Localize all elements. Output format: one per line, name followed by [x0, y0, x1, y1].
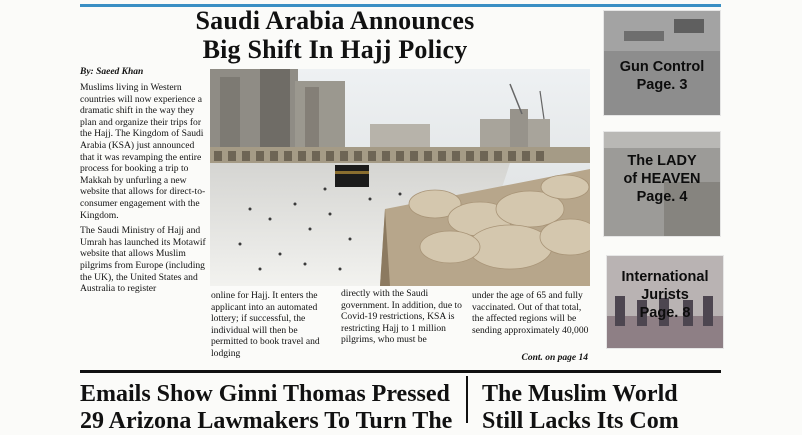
teaser-title: International	[621, 269, 709, 285]
headline-line-1: Saudi Arabia Announces	[195, 6, 475, 35]
teaser-label	[607, 256, 723, 322]
headline-line-2: Big Shift In Hajj Policy	[202, 35, 468, 64]
article-column-1	[80, 82, 207, 299]
teaser-title-2: Jurists	[641, 287, 689, 303]
main-headline[interactable]	[80, 6, 590, 64]
teaser-page: Page. 4	[636, 189, 688, 205]
article-column-3: directly with the Saudi government. In addition, due to Covid-19 restrictions, KSA is restricting Hajj to 1 million pilgrims, who must be	[341, 288, 462, 346]
article-column-4: under the age of 65 and fully vaccinated. Out of that total, the affected regions will be sending approximately 40,000	[472, 290, 589, 336]
muslim-world-headline[interactable]	[482, 381, 722, 435]
teaser-label	[604, 132, 720, 206]
column-divider	[466, 376, 468, 423]
headline-line-1: The Muslim World	[482, 381, 678, 407]
headline-line-1: Emails Show Ginni Thomas Pressed	[80, 381, 450, 407]
teaser-international-jurists[interactable]	[607, 256, 723, 348]
headline-line-2: 29 Arizona Lawmakers To Turn The	[80, 408, 453, 434]
mosque-illustration	[210, 69, 590, 286]
ginni-thomas-headline[interactable]	[80, 381, 464, 435]
teaser-lady-of-heaven[interactable]	[604, 132, 720, 236]
kaaba-photo[interactable]	[210, 69, 590, 286]
teaser-title-2: of HEAVEN	[623, 171, 701, 187]
article-paragraph: Muslims living in Western countries will now experience a dramatic shift in the way they plan and organize their trips for the Hajj. The Kingdom of Saudi Arabia (KSA) just announced that it was revamping the entire process for booking a trip to Makkah by unfurling a new website that allows for direct-to-consumer engagement with the Kingdom.	[80, 82, 206, 221]
continued-link[interactable]: Cont. on page 14	[521, 353, 588, 363]
teaser-gun-control[interactable]	[604, 11, 720, 115]
teaser-label	[604, 11, 720, 94]
teaser-title: Gun Control	[619, 59, 705, 75]
teaser-title: The LADY	[627, 153, 697, 169]
headline-line-2: Still Lacks Its Com	[482, 408, 679, 434]
section-rule	[80, 370, 721, 373]
byline: By: Saeed Khan	[80, 67, 144, 77]
teaser-page: Page. 8	[639, 305, 691, 321]
teaser-page: Page. 3	[636, 77, 688, 93]
article-paragraph: The Saudi Ministry of Hajj and Umrah has launched its Motawif website that allows Muslim pilgrims from Europe (including the UK), the United States and Australia to register	[80, 225, 206, 295]
article-column-2: online for Hajj. It enters the applicant into an automated lottery; if successful, the individual will then be permitted to book travel and lodging	[211, 290, 320, 359]
